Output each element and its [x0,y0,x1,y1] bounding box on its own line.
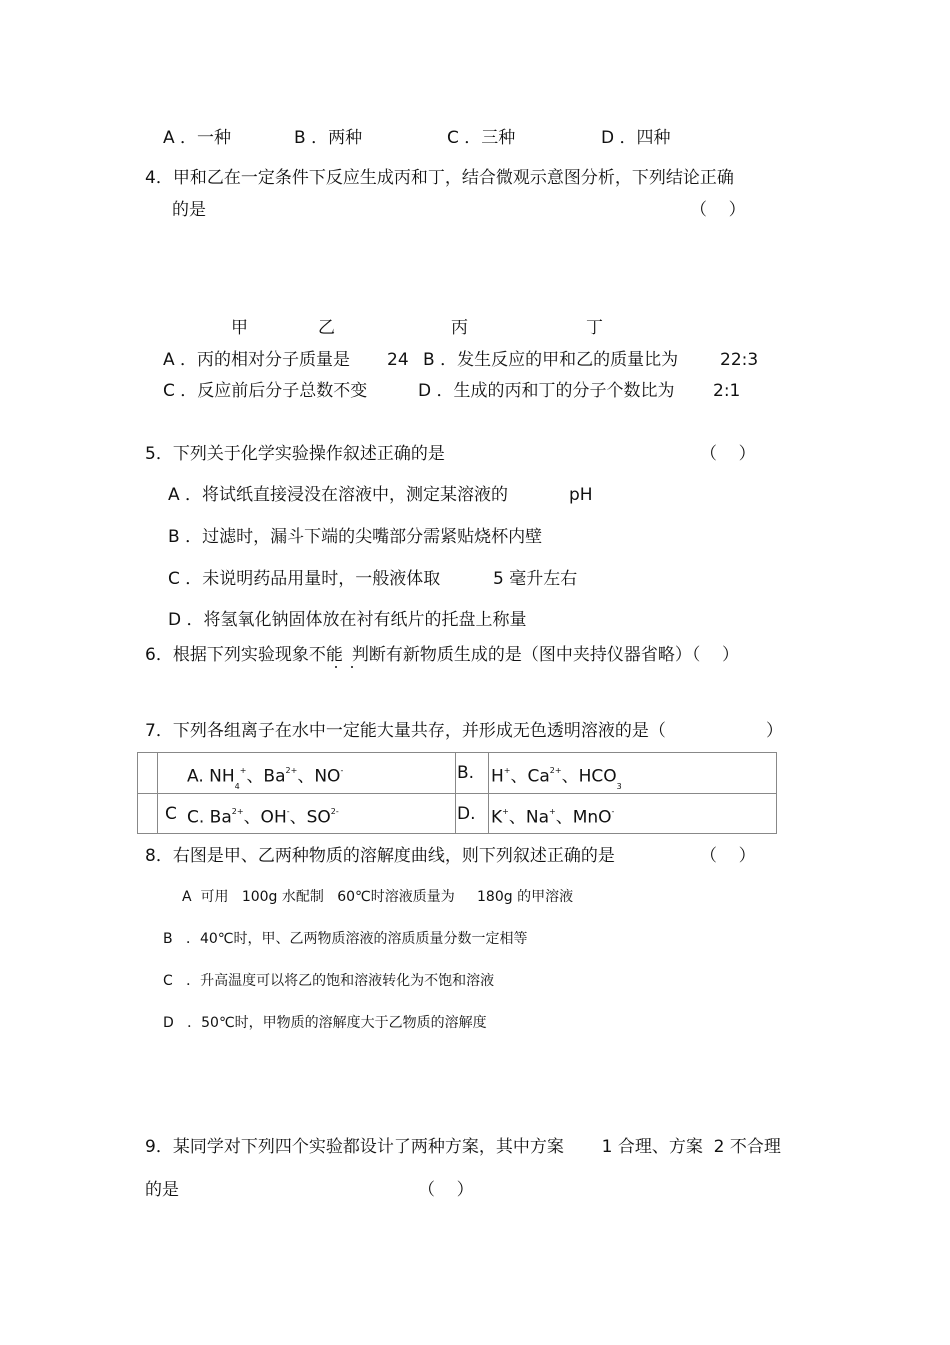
ion-text: 、MnO [555,807,612,828]
q5-stem: 5．下列关于化学实验操作叙述正确的是 [145,444,445,464]
q5-option-a: A ．将试纸直接浸没在溶液中，测定某溶液的 [168,485,509,505]
q5-option-d: D ．将氢氧化钠固体放在衬有纸片的托盘上称量 [168,610,527,630]
q5-option-c: C ．未说明药品用量时，一般液体取 [168,569,441,589]
q4-answer-paren: （ ） [690,200,746,220]
q4-option-a: A ．丙的相对分子质量是 [163,350,351,370]
q4-label-yi: 乙 [318,318,335,338]
superscript: + [549,807,556,816]
q8-option-b: B ．40℃时，甲、乙两物质溶液的溶质质量分数一定相等 [163,931,528,947]
q4-option-a-value: 24 [387,350,409,370]
q7-option-c [187,804,339,828]
q8-option-c: C ．升高温度可以将乙的饱和溶液转化为不饱和溶液 [163,973,495,989]
q4-label-bing: 丙 [451,318,468,338]
superscript: - [286,807,290,816]
q8-stem: 8．右图是甲、乙两种物质的溶解度曲线，则下列叙述正确的是 [145,846,615,866]
q3-option-c: C ．三种 [447,128,516,148]
superscript: 2+ [549,766,562,775]
table-rule [455,752,456,834]
superscript: - [611,807,615,816]
table-rule [776,752,777,834]
superscript: + [502,807,509,816]
q7-option-c-label: C [165,804,177,824]
q3-option-b: B ．两种 [294,128,363,148]
table-rule [157,752,158,834]
superscript: - [340,766,344,775]
ion-text: 、OH [243,807,287,828]
ion-text: K [491,807,503,828]
ion-text: 、Na [508,807,549,828]
superscript: + [503,766,511,775]
q7-stem: 7．下列各组离子在水中一定能大量共存，并形成无色透明溶液的是（ [145,721,666,741]
q9-answer-paren: （ ） [418,1180,474,1200]
superscript: 2+ [285,766,298,775]
q4-option-b-value: 22:3 [720,350,759,370]
q4-option-d: D ．生成的丙和丁的分子个数比为 [418,381,675,401]
q8-answer-paren: （ ） [700,846,756,866]
emphasis-dot [335,666,337,668]
subscript: 4 [234,782,240,792]
ion-text: 、Ba [246,766,286,787]
q7-option-d [491,804,614,828]
q4-option-c: C ．反应前后分子总数不变 [163,381,368,401]
ion-text: 、Ca [510,766,550,787]
q7-options-table [137,752,777,834]
ion-text: 、NO [297,766,341,787]
table-rule [137,752,777,753]
q3-option-a: A ．一种 [163,128,232,148]
q6-stem-emphasis: 不能 [308,645,343,665]
q6-stem-pre: 6．根据下列实验现象 [145,645,309,665]
q6-stem [145,645,739,665]
q8-option-a: A 可用 100g 水配制 60℃时溶液质量为 180g 的甲溶液 [182,889,574,905]
q4-stem-line1: 4．甲和乙在一定条件下反应生成丙和丁，结合微观示意图分析，下列结论正确 [145,168,734,188]
q4-option-d-value: 2:1 [713,381,741,401]
q4-label-jia: 甲 [231,318,248,338]
ion-text: 、SO [289,807,331,828]
superscript: 2- [330,807,339,816]
subscript: 3 [616,782,622,792]
table-rule [137,752,138,834]
q4-option-b: B ．发生反应的甲和乙的质量比为 [423,350,679,370]
q4-stem-line2: 的是 [172,200,206,220]
ion-text: 、HCO [561,766,617,787]
q8-option-d: D ．50℃时，甲物质的溶解度大于乙物质的溶解度 [163,1015,487,1031]
q5-option-b: B ．过滤时，漏斗下端的尖嘴部分需紧贴烧杯内壁 [168,527,543,547]
q7-option-b-label: B. [457,763,475,783]
q5-answer-paren: （ ） [700,444,756,464]
q7-paren-close: ） [766,721,783,741]
superscript: + [239,766,247,775]
q7-option-b [491,763,622,794]
emphasis-dot [351,666,353,668]
table-rule [137,833,777,834]
superscript: 2+ [231,807,244,816]
q9-stem-line1: 9．某同学对下列四个实验都设计了两种方案，其中方案 1 合理、方案 2 不合理 [145,1137,781,1157]
q9-stem-line2: 的是 [145,1180,179,1200]
q6-stem-post: 判断有新物质生成的是（图中夹持仪器省略）（ ） [351,645,739,665]
ion-text: A. NH [187,766,235,787]
q7-option-d-label: D. [457,804,476,824]
table-rule [488,752,489,834]
q7-option-a [187,763,343,794]
q4-label-ding: 丁 [586,318,603,338]
ion-text: C. Ba [187,807,232,828]
q5-option-c-value: 5 毫升左右 [493,569,578,589]
ion-text: H [491,766,504,787]
q5-option-a-value: pH [569,485,593,505]
q3-option-d: D ．四种 [601,128,671,148]
